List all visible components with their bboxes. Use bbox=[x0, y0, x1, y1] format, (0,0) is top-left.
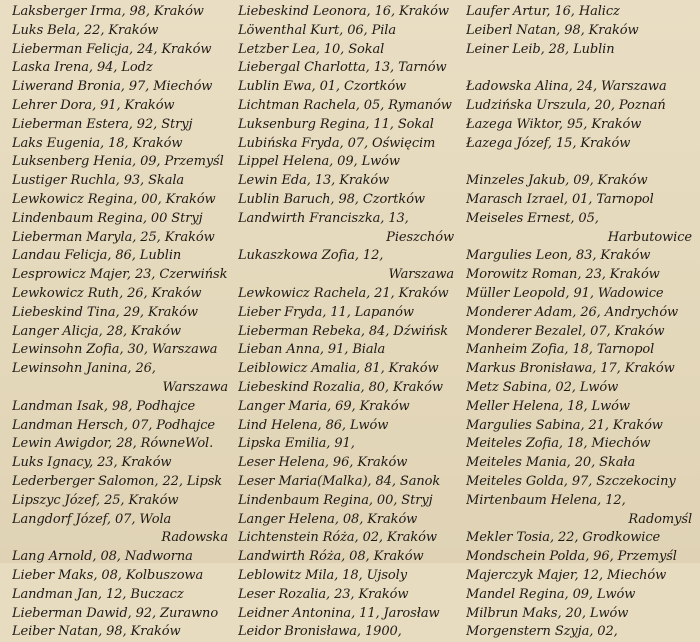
name-entry: Meiteles Mania, 20, Skała bbox=[466, 455, 636, 471]
name-entry: Markus Bronisława, 17, Kraków bbox=[466, 361, 675, 377]
name-entry: Langer Alicja, 28, Kraków bbox=[12, 323, 181, 339]
name-entry: Monderer Bezalel, 07, Kraków bbox=[466, 323, 665, 339]
name-entry: Leiberl Natan, 98, Kraków bbox=[466, 22, 639, 38]
name-entry: Liwerand Bronia, 97, Miechów bbox=[12, 79, 213, 95]
name-entry: Leidner Antonina, 11, Jarosław bbox=[238, 605, 440, 621]
name-entry bbox=[466, 59, 698, 78]
name-entry: Liebeskind Rozalia, 80, Kraków bbox=[238, 379, 443, 395]
name-entry: Lichtenstein Róża, 02, Kraków bbox=[238, 530, 437, 546]
name-entry: Langer Helena, 08, Kraków bbox=[238, 511, 418, 527]
name-entry: Landwirth Franciszka, 13, bbox=[238, 210, 409, 226]
name-entry: Liebergal Charlotta, 13, Tarnów bbox=[238, 60, 447, 76]
name-entry: Leser Rozalia, 23, Kraków bbox=[238, 586, 409, 602]
name-entry: Lieberman Dawid, 92, Zurawno bbox=[12, 605, 219, 621]
name-entry: Liebeskind Leonora, 16, Kraków bbox=[238, 4, 449, 19]
name-entry: Lieban Anna, 91, Biala bbox=[238, 342, 386, 358]
name-entry: Marasch Izrael, 01, Tarnopol bbox=[466, 191, 654, 207]
name-entry: Radomyśl bbox=[628, 511, 692, 527]
name-entry: Łazega Wiktor, 95, Kraków bbox=[466, 116, 642, 132]
name-entry: Laksberger Irma, 98, Kraków bbox=[12, 4, 204, 19]
name-entry: Luksenburg Regina, 11, Sokal bbox=[238, 116, 434, 132]
name-entry: Lieberman Felicja, 24, Kraków bbox=[12, 41, 212, 57]
name-entry: Lang Arnold, 08, Nadworna bbox=[12, 549, 193, 565]
name-entry: Leser Helena, 96, Kraków bbox=[238, 455, 408, 471]
name-entry: Landwirth Róża, 08, Kraków bbox=[238, 549, 424, 565]
name-entry: Metz Sabina, 02, Lwów bbox=[466, 379, 619, 395]
name-entry: Lewkowicz Rachela, 21, Kraków bbox=[238, 285, 449, 301]
name-entry: Löwenthal Kurt, 06, Pila bbox=[238, 22, 397, 38]
name-entry: Leidor Bronisława, 1900, bbox=[238, 624, 402, 640]
name-entry: Luks Ignacy, 23, Kraków bbox=[12, 455, 172, 471]
name-entry: Müller Leopold, 91, Wadowice bbox=[466, 285, 664, 301]
name-entry: Lipska Emilia, 91, bbox=[238, 436, 355, 452]
name-entry: Radowska bbox=[161, 530, 228, 546]
name-entry: Lederberger Salomon, 22, Lipsk bbox=[12, 473, 223, 489]
name-entry: Liebeskind Tina, 29, Kraków bbox=[12, 304, 198, 320]
name-entry: Monderer Adam, 26, Andrychów bbox=[466, 304, 679, 320]
name-entry: Leiblowicz Amalia, 81, Kraków bbox=[238, 361, 439, 377]
name-entry: Lewin Awigdor, 28, RówneWol. bbox=[12, 436, 214, 452]
name-entry: Laufer Artur, 16, Halicz bbox=[466, 4, 620, 19]
name-entry: Warszawa bbox=[162, 379, 228, 395]
name-entry: Mandel Regina, 09, Lwów bbox=[466, 586, 636, 602]
name-entry: Lieber Maks, 08, Kolbuszowa bbox=[12, 567, 204, 583]
name-entry: Landau Felicja, 86, Lublin bbox=[12, 248, 182, 264]
name-entry: Landman Isak, 98, Podhajce bbox=[12, 398, 196, 414]
name-entry: Meiteles Golda, 97, Szczekociny bbox=[466, 473, 676, 489]
name-entry: Lieberman Maryla, 25, Kraków bbox=[12, 229, 215, 245]
name-entry: Lewinsohn Zofia, 30, Warszawa bbox=[12, 342, 218, 358]
name-entry: Langer Maria, 69, Kraków bbox=[238, 398, 410, 414]
name-entry: Lippel Helena, 09, Lwów bbox=[238, 154, 400, 170]
name-entry: Laska Irena, 94, Lodz bbox=[12, 60, 153, 76]
name-entry: Lindenbaum Regina, 00 Stryj bbox=[12, 210, 203, 226]
name-entry: Ludzińska Urszula, 20, Poznań bbox=[466, 97, 666, 113]
name-entry: Leser Maria(Malka), 84, Sanok bbox=[238, 473, 441, 489]
name-entry: Lehrer Dora, 91, Kraków bbox=[12, 97, 175, 113]
name-entry: Lewkowicz Regina, 00, Kraków bbox=[12, 191, 216, 207]
name-entry: Luks Bela, 22, Kraków bbox=[12, 22, 159, 38]
name-entry: Łazega Józef, 15, Kraków bbox=[466, 135, 631, 151]
name-entry: Lieber Fryda, 11, Lapanów bbox=[238, 304, 414, 320]
name-entry: Lublin Baruch, 98, Czortków bbox=[238, 191, 425, 207]
name-entry: Lieberman Rebeka, 84, Dźwińsk bbox=[238, 323, 449, 339]
name-column-2 bbox=[238, 3, 460, 642]
name-entry: Meiseles Ernest, 05, bbox=[466, 210, 599, 226]
name-entry: Minzeles Jakub, 09, Kraków bbox=[466, 173, 648, 189]
name-entry: Lind Helena, 86, Lwów bbox=[238, 417, 389, 433]
name-entry: Leblowitz Mila, 18, Ujsoly bbox=[238, 567, 407, 583]
name-entry: Mirtenbaum Helena, 12, bbox=[466, 492, 626, 508]
name-column-1 bbox=[12, 3, 234, 642]
name-entry: Warszawa bbox=[388, 267, 454, 283]
name-entry: Lindenbaum Regina, 00, Stryj bbox=[238, 492, 433, 508]
name-entry: Morowitz Roman, 23, Kraków bbox=[466, 267, 660, 283]
name-entry: Landman Jan, 12, Buczacz bbox=[12, 586, 184, 602]
name-entry: Lieberman Estera, 92, Stryj bbox=[12, 116, 193, 132]
name-entry: Meller Helena, 18, Lwów bbox=[466, 398, 630, 414]
name-entry: Lewin Eda, 13, Kraków bbox=[238, 173, 390, 189]
name-entry: Lublin Ewa, 01, Czortków bbox=[238, 79, 407, 95]
name-entry: Lewkowicz Ruth, 26, Kraków bbox=[12, 285, 202, 301]
name-entry: Meiteles Zofia, 18, Miechów bbox=[466, 436, 651, 452]
name-entry: Margulies Sabina, 21, Kraków bbox=[466, 417, 663, 433]
name-entry: Laks Eugenia, 18, Kraków bbox=[12, 135, 183, 151]
name-entry: Morgenstern Szyja, 02, bbox=[466, 624, 618, 640]
name-entry: Mondschein Polda, 96, Przemyśl bbox=[466, 549, 677, 565]
name-entry bbox=[466, 153, 698, 172]
name-entry: Landman Hersch, 07, Podhajce bbox=[12, 417, 215, 433]
name-entry: Lukaszkowa Zofia, 12, bbox=[238, 248, 384, 264]
name-entry: Lewinsohn Janina, 26, bbox=[12, 361, 156, 377]
name-entry: Luksenberg Henia, 09, Przemyśl bbox=[12, 154, 224, 170]
name-entry: Leiber Natan, 98, Kraków bbox=[12, 624, 181, 640]
name-entry: Langdorf Józef, 07, Wola bbox=[12, 511, 172, 527]
name-entry: Majerczyk Majer, 12, Miechów bbox=[466, 567, 667, 583]
name-entry: Leiner Leib, 28, Lublin bbox=[466, 41, 615, 57]
name-entry: Letzber Lea, 10, Sokal bbox=[238, 41, 385, 57]
name-entry: Ładowska Alina, 24, Warszawa bbox=[466, 79, 667, 95]
name-entry: Lubińska Fryda, 07, Oświęcim bbox=[238, 135, 436, 151]
name-entry: Lustiger Ruchla, 93, Skala bbox=[12, 173, 185, 189]
name-entry: Lichtman Rachela, 05, Rymanów bbox=[238, 97, 452, 113]
name-entry: Manheim Zofia, 18, Tarnopol bbox=[466, 342, 655, 358]
name-entry: Margulies Leon, 83, Kraków bbox=[466, 248, 651, 264]
name-entry: Lesprowicz Majer, 23, Czerwińsk bbox=[12, 267, 228, 283]
name-entry: Pieszchów bbox=[386, 229, 454, 245]
name-entry: Harbutowice bbox=[607, 229, 692, 245]
name-column-3 bbox=[466, 3, 698, 642]
name-entry: Mekler Tosia, 22, Grodkowice bbox=[466, 530, 661, 546]
name-entry: Milbrun Maks, 20, Lwów bbox=[466, 605, 629, 621]
name-entry: Lipszyc Józef, 25, Kraków bbox=[12, 492, 179, 508]
